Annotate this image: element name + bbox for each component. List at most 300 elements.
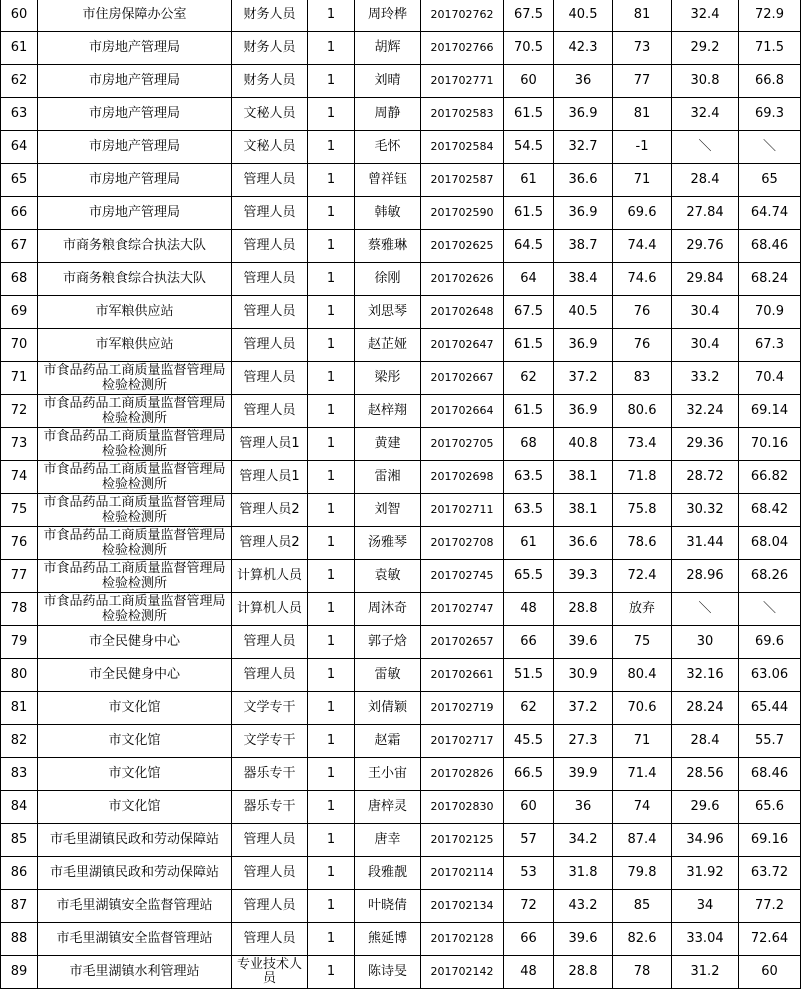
written-score-cell: 45.5 (504, 725, 554, 758)
quota-cell: 1 (308, 65, 355, 98)
total-score-cell: 77.2 (739, 890, 801, 923)
written-weighted-cell: 38.1 (554, 461, 613, 494)
position-cell: 管理人员1 (232, 461, 308, 494)
interview-score-cell: 85 (613, 890, 672, 923)
total-score-cell: 68.04 (739, 527, 801, 560)
unit-cell: 市毛里湖镇安全监督管理站 (38, 890, 232, 923)
table-row (1, 0, 801, 32)
unit-cell: 市房地产管理局 (38, 65, 232, 98)
quota-cell: 1 (308, 0, 355, 32)
exam-id-cell: 201702711 (421, 494, 504, 527)
quota-cell: 1 (308, 428, 355, 461)
written-weighted-cell: 39.6 (554, 923, 613, 956)
total-score-cell: 66.82 (739, 461, 801, 494)
exam-id-cell: 201702583 (421, 98, 504, 131)
candidate-name-cell: 黄建 (355, 428, 421, 461)
written-score-cell: 60 (504, 65, 554, 98)
row-number-cell: 76 (1, 527, 38, 560)
total-score-cell: 69.14 (739, 395, 801, 428)
written-score-cell: 51.5 (504, 659, 554, 692)
candidate-name-cell: 雷湘 (355, 461, 421, 494)
table-row (1, 560, 801, 593)
candidate-name-cell: 徐刚 (355, 263, 421, 296)
interview-score-cell: 83 (613, 362, 672, 395)
total-score-cell: 70.9 (739, 296, 801, 329)
quota-cell: 1 (308, 923, 355, 956)
total-score-cell: 70.16 (739, 428, 801, 461)
row-number-cell: 87 (1, 890, 38, 923)
position-cell: 专业技术人员 (232, 956, 308, 989)
row-number-cell: 73 (1, 428, 38, 461)
total-score-cell: 69.16 (739, 824, 801, 857)
unit-cell: 市食品药品工商质量监督管理局检验检测所 (38, 593, 232, 626)
unit-cell: 市毛里湖镇民政和劳动保障站 (38, 824, 232, 857)
written-weighted-cell: 39.3 (554, 560, 613, 593)
unit-cell: 市全民健身中心 (38, 659, 232, 692)
interview-weighted-cell: 32.24 (672, 395, 739, 428)
row-number-cell: 75 (1, 494, 38, 527)
written-score-cell: 61.5 (504, 98, 554, 131)
exam-id-cell: 201702134 (421, 890, 504, 923)
written-weighted-cell: 30.9 (554, 659, 613, 692)
row-number-cell: 61 (1, 32, 38, 65)
quota-cell: 1 (308, 461, 355, 494)
table-row (1, 428, 801, 461)
total-score-cell: 71.5 (739, 32, 801, 65)
unit-cell: 市文化馆 (38, 791, 232, 824)
exam-id-cell: 201702647 (421, 329, 504, 362)
written-score-cell: 60 (504, 791, 554, 824)
row-number-cell: 63 (1, 98, 38, 131)
written-weighted-cell: 32.7 (554, 131, 613, 164)
total-score-cell: 65.6 (739, 791, 801, 824)
table-row (1, 626, 801, 659)
exam-id-cell: 201702745 (421, 560, 504, 593)
row-number-cell: 89 (1, 956, 38, 989)
exam-id-cell: 201702657 (421, 626, 504, 659)
quota-cell: 1 (308, 197, 355, 230)
interview-weighted-cell: 31.92 (672, 857, 739, 890)
interview-score-cell: 81 (613, 98, 672, 131)
total-score-cell: 68.24 (739, 263, 801, 296)
unit-cell: 市全民健身中心 (38, 626, 232, 659)
unit-cell: 市文化馆 (38, 725, 232, 758)
unit-cell: 市毛里湖镇水利管理站 (38, 956, 232, 989)
table-row (1, 725, 801, 758)
quota-cell: 1 (308, 527, 355, 560)
candidate-name-cell: 刘倩颖 (355, 692, 421, 725)
interview-weighted-cell: 30.8 (672, 65, 739, 98)
exam-id-cell: 201702584 (421, 131, 504, 164)
row-number-cell: 68 (1, 263, 38, 296)
interview-score-cell: 70.6 (613, 692, 672, 725)
table-row (1, 824, 801, 857)
unit-cell: 市商务粮食综合执法大队 (38, 263, 232, 296)
interview-score-cell: 78 (613, 956, 672, 989)
interview-weighted-cell: 34.96 (672, 824, 739, 857)
interview-score-cell: 81 (613, 0, 672, 32)
interview-score-cell: 77 (613, 65, 672, 98)
position-cell: 财务人员 (232, 65, 308, 98)
candidate-name-cell: 周沐奇 (355, 593, 421, 626)
interview-weighted-cell: 29.84 (672, 263, 739, 296)
candidate-name-cell: 刘晴 (355, 65, 421, 98)
position-cell: 器乐专干 (232, 791, 308, 824)
unit-cell: 市军粮供应站 (38, 329, 232, 362)
quota-cell: 1 (308, 560, 355, 593)
quota-cell: 1 (308, 362, 355, 395)
row-number-cell: 60 (1, 0, 38, 32)
total-score-cell: 66.8 (739, 65, 801, 98)
interview-score-cell: 78.6 (613, 527, 672, 560)
quota-cell: 1 (308, 725, 355, 758)
written-score-cell: 67.5 (504, 296, 554, 329)
position-cell: 文秘人员 (232, 131, 308, 164)
table-row (1, 296, 801, 329)
interview-score-cell: 74.4 (613, 230, 672, 263)
written-score-cell: 48 (504, 593, 554, 626)
written-score-cell: 61.5 (504, 197, 554, 230)
interview-score-cell: 69.6 (613, 197, 672, 230)
total-score-cell: 60 (739, 956, 801, 989)
written-weighted-cell: 40.5 (554, 0, 613, 32)
written-score-cell: 61.5 (504, 395, 554, 428)
written-score-cell: 61 (504, 527, 554, 560)
interview-weighted-cell: 29.2 (672, 32, 739, 65)
candidate-name-cell: 曾祥钰 (355, 164, 421, 197)
row-number-cell: 79 (1, 626, 38, 659)
candidate-name-cell: 韩敏 (355, 197, 421, 230)
interview-score-cell: 74.6 (613, 263, 672, 296)
quota-cell: 1 (308, 296, 355, 329)
exam-id-cell: 201702698 (421, 461, 504, 494)
written-weighted-cell: 36.9 (554, 197, 613, 230)
position-cell: 财务人员 (232, 32, 308, 65)
written-score-cell: 64 (504, 263, 554, 296)
table-row (1, 593, 801, 626)
exam-id-cell: 201702762 (421, 0, 504, 32)
quota-cell: 1 (308, 758, 355, 791)
position-cell: 文学专干 (232, 725, 308, 758)
interview-score-cell: 80.6 (613, 395, 672, 428)
position-cell: 管理人员 (232, 626, 308, 659)
written-score-cell: 53 (504, 857, 554, 890)
interview-score-cell: 82.6 (613, 923, 672, 956)
interview-score-cell: 71 (613, 725, 672, 758)
written-score-cell: 61 (504, 164, 554, 197)
position-cell: 管理人员2 (232, 494, 308, 527)
unit-cell: 市食品药品工商质量监督管理局检验检测所 (38, 494, 232, 527)
exam-id-cell: 201702648 (421, 296, 504, 329)
exam-id-cell: 201702830 (421, 791, 504, 824)
written-score-cell: 63.5 (504, 494, 554, 527)
written-weighted-cell: 38.4 (554, 263, 613, 296)
candidate-name-cell: 赵芷娅 (355, 329, 421, 362)
written-weighted-cell: 40.8 (554, 428, 613, 461)
unit-cell: 市食品药品工商质量监督管理局检验检测所 (38, 560, 232, 593)
table-row (1, 857, 801, 890)
interview-score-cell: 76 (613, 329, 672, 362)
row-number-cell: 78 (1, 593, 38, 626)
position-cell: 管理人员 (232, 857, 308, 890)
quota-cell: 1 (308, 164, 355, 197)
total-score-cell: 67.3 (739, 329, 801, 362)
interview-score-cell: 71.8 (613, 461, 672, 494)
total-score-cell: 63.06 (739, 659, 801, 692)
written-weighted-cell: 36 (554, 791, 613, 824)
row-number-cell: 74 (1, 461, 38, 494)
row-number-cell: 62 (1, 65, 38, 98)
interview-score-cell: 71.4 (613, 758, 672, 791)
written-weighted-cell: 28.8 (554, 593, 613, 626)
row-number-cell: 85 (1, 824, 38, 857)
unit-cell: 市文化馆 (38, 758, 232, 791)
candidate-name-cell: 郭子焓 (355, 626, 421, 659)
candidate-name-cell: 唐幸 (355, 824, 421, 857)
candidate-name-cell: 梁彤 (355, 362, 421, 395)
table-row (1, 98, 801, 131)
position-cell: 文学专干 (232, 692, 308, 725)
unit-cell: 市房地产管理局 (38, 32, 232, 65)
unit-cell: 市房地产管理局 (38, 197, 232, 230)
exam-id-cell: 201702661 (421, 659, 504, 692)
written-score-cell: 48 (504, 956, 554, 989)
interview-weighted-cell: 29.6 (672, 791, 739, 824)
row-number-cell: 82 (1, 725, 38, 758)
table-row (1, 263, 801, 296)
interview-weighted-cell: 32.16 (672, 659, 739, 692)
candidate-name-cell: 刘思琴 (355, 296, 421, 329)
table-row (1, 527, 801, 560)
interview-score-cell: 71 (613, 164, 672, 197)
interview-weighted-cell: 28.56 (672, 758, 739, 791)
candidate-name-cell: 刘智 (355, 494, 421, 527)
position-cell: 器乐专干 (232, 758, 308, 791)
position-cell: 管理人员 (232, 659, 308, 692)
candidate-name-cell: 蔡雅琳 (355, 230, 421, 263)
candidate-name-cell: 熊延博 (355, 923, 421, 956)
table-row (1, 362, 801, 395)
written-score-cell: 72 (504, 890, 554, 923)
candidate-name-cell: 袁敏 (355, 560, 421, 593)
written-weighted-cell: 37.2 (554, 362, 613, 395)
written-weighted-cell: 40.5 (554, 296, 613, 329)
quota-cell: 1 (308, 395, 355, 428)
interview-weighted-cell: 28.4 (672, 164, 739, 197)
interview-score-cell: 73.4 (613, 428, 672, 461)
unit-cell: 市房地产管理局 (38, 131, 232, 164)
quota-cell: 1 (308, 329, 355, 362)
position-cell: 计算机人员 (232, 593, 308, 626)
table-row (1, 692, 801, 725)
unit-cell: 市食品药品工商质量监督管理局检验检测所 (38, 527, 232, 560)
written-weighted-cell: 38.7 (554, 230, 613, 263)
exam-id-cell: 201702826 (421, 758, 504, 791)
exam-id-cell: 201702708 (421, 527, 504, 560)
row-number-cell: 72 (1, 395, 38, 428)
table-row (1, 32, 801, 65)
table-row (1, 923, 801, 956)
quota-cell: 1 (308, 956, 355, 989)
interview-weighted-cell: 28.72 (672, 461, 739, 494)
interview-weighted-cell: 30.4 (672, 296, 739, 329)
interview-score-cell: -1 (613, 131, 672, 164)
row-number-cell: 70 (1, 329, 38, 362)
written-score-cell: 57 (504, 824, 554, 857)
row-number-cell: 77 (1, 560, 38, 593)
interview-weighted-cell: ＼ (672, 593, 739, 626)
total-score-cell: 68.42 (739, 494, 801, 527)
total-score-cell: 72.9 (739, 0, 801, 32)
quota-cell: 1 (308, 494, 355, 527)
written-weighted-cell: 43.2 (554, 890, 613, 923)
interview-weighted-cell: 32.4 (672, 98, 739, 131)
table-row (1, 329, 801, 362)
interview-score-cell: 75.8 (613, 494, 672, 527)
written-score-cell: 66 (504, 923, 554, 956)
written-weighted-cell: 36 (554, 65, 613, 98)
row-number-cell: 66 (1, 197, 38, 230)
written-weighted-cell: 36.6 (554, 527, 613, 560)
interview-weighted-cell: 34 (672, 890, 739, 923)
position-cell: 管理人员 (232, 329, 308, 362)
candidate-name-cell: 赵霜 (355, 725, 421, 758)
quota-cell: 1 (308, 791, 355, 824)
written-score-cell: 54.5 (504, 131, 554, 164)
interview-weighted-cell: 27.84 (672, 197, 739, 230)
quota-cell: 1 (308, 659, 355, 692)
unit-cell: 市文化馆 (38, 692, 232, 725)
interview-weighted-cell: 29.76 (672, 230, 739, 263)
total-score-cell: 64.74 (739, 197, 801, 230)
written-score-cell: 64.5 (504, 230, 554, 263)
candidate-name-cell: 雷敏 (355, 659, 421, 692)
unit-cell: 市住房保障办公室 (38, 0, 232, 32)
candidate-name-cell: 毛怀 (355, 131, 421, 164)
position-cell: 管理人员 (232, 230, 308, 263)
unit-cell: 市军粮供应站 (38, 296, 232, 329)
unit-cell: 市房地产管理局 (38, 98, 232, 131)
candidate-name-cell: 胡辉 (355, 32, 421, 65)
total-score-cell: ＼ (739, 593, 801, 626)
exam-id-cell: 201702667 (421, 362, 504, 395)
written-score-cell: 63.5 (504, 461, 554, 494)
interview-weighted-cell: 33.04 (672, 923, 739, 956)
candidate-name-cell: 唐梓灵 (355, 791, 421, 824)
unit-cell: 市商务粮食综合执法大队 (38, 230, 232, 263)
total-score-cell: 72.64 (739, 923, 801, 956)
row-number-cell: 64 (1, 131, 38, 164)
row-number-cell: 86 (1, 857, 38, 890)
interview-weighted-cell: 30 (672, 626, 739, 659)
interview-score-cell: 74 (613, 791, 672, 824)
position-cell: 管理人员 (232, 164, 308, 197)
table-row (1, 956, 801, 989)
interview-weighted-cell: 28.24 (672, 692, 739, 725)
written-weighted-cell: 34.2 (554, 824, 613, 857)
quota-cell: 1 (308, 857, 355, 890)
written-weighted-cell: 39.6 (554, 626, 613, 659)
unit-cell: 市房地产管理局 (38, 164, 232, 197)
interview-score-cell: 73 (613, 32, 672, 65)
total-score-cell: 68.46 (739, 230, 801, 263)
quota-cell: 1 (308, 824, 355, 857)
written-weighted-cell: 38.1 (554, 494, 613, 527)
total-score-cell: 70.4 (739, 362, 801, 395)
written-weighted-cell: 27.3 (554, 725, 613, 758)
row-number-cell: 65 (1, 164, 38, 197)
total-score-cell: 63.72 (739, 857, 801, 890)
written-weighted-cell: 36.6 (554, 164, 613, 197)
written-weighted-cell: 42.3 (554, 32, 613, 65)
candidate-name-cell: 叶晓倩 (355, 890, 421, 923)
unit-cell: 市毛里湖镇安全监督管理站 (38, 923, 232, 956)
exam-id-cell: 201702766 (421, 32, 504, 65)
quota-cell: 1 (308, 593, 355, 626)
written-weighted-cell: 28.8 (554, 956, 613, 989)
written-weighted-cell: 31.8 (554, 857, 613, 890)
written-score-cell: 65.5 (504, 560, 554, 593)
quota-cell: 1 (308, 131, 355, 164)
total-score-cell: ＼ (739, 131, 801, 164)
written-score-cell: 62 (504, 692, 554, 725)
unit-cell: 市毛里湖镇民政和劳动保障站 (38, 857, 232, 890)
quota-cell: 1 (308, 32, 355, 65)
total-score-cell: 68.26 (739, 560, 801, 593)
row-number-cell: 67 (1, 230, 38, 263)
written-score-cell: 67.5 (504, 0, 554, 32)
position-cell: 管理人员 (232, 263, 308, 296)
position-cell: 管理人员 (232, 395, 308, 428)
total-score-cell: 69.6 (739, 626, 801, 659)
interview-score-cell: 87.4 (613, 824, 672, 857)
interview-weighted-cell: 30.4 (672, 329, 739, 362)
quota-cell: 1 (308, 230, 355, 263)
interview-score-cell: 72.4 (613, 560, 672, 593)
table-row (1, 890, 801, 923)
interview-weighted-cell: ＼ (672, 131, 739, 164)
table-row (1, 65, 801, 98)
interview-score-cell: 75 (613, 626, 672, 659)
candidate-name-cell: 陈诗旻 (355, 956, 421, 989)
written-score-cell: 66.5 (504, 758, 554, 791)
total-score-cell: 68.46 (739, 758, 801, 791)
written-score-cell: 66 (504, 626, 554, 659)
exam-id-cell: 201702587 (421, 164, 504, 197)
written-weighted-cell: 36.9 (554, 329, 613, 362)
table-body (1, 0, 801, 989)
row-number-cell: 69 (1, 296, 38, 329)
total-score-cell: 65.44 (739, 692, 801, 725)
interview-weighted-cell: 33.2 (672, 362, 739, 395)
unit-cell: 市食品药品工商质量监督管理局检验检测所 (38, 395, 232, 428)
written-score-cell: 68 (504, 428, 554, 461)
interview-score-cell: 放弃 (613, 593, 672, 626)
written-score-cell: 61.5 (504, 329, 554, 362)
position-cell: 管理人员2 (232, 527, 308, 560)
quota-cell: 1 (308, 626, 355, 659)
unit-cell: 市食品药品工商质量监督管理局检验检测所 (38, 362, 232, 395)
position-cell: 管理人员 (232, 362, 308, 395)
candidate-name-cell: 段雅靓 (355, 857, 421, 890)
interview-weighted-cell: 30.32 (672, 494, 739, 527)
row-number-cell: 81 (1, 692, 38, 725)
written-score-cell: 70.5 (504, 32, 554, 65)
total-score-cell: 69.3 (739, 98, 801, 131)
interview-weighted-cell: 31.2 (672, 956, 739, 989)
total-score-cell: 65 (739, 164, 801, 197)
position-cell: 管理人员 (232, 890, 308, 923)
